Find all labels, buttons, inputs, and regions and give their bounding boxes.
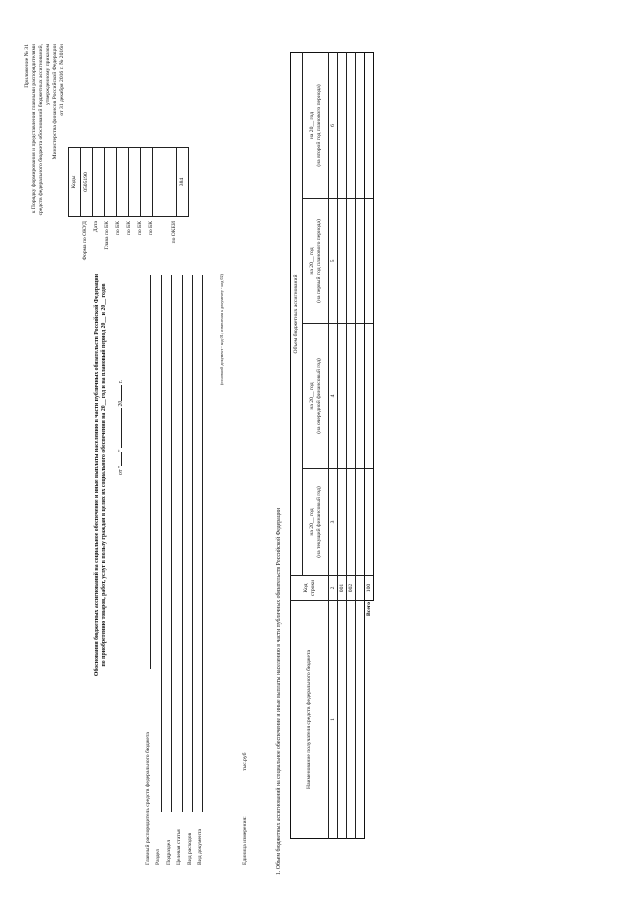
field-vid-rashodov-line[interactable] — [192, 275, 193, 812]
field-admin — [143, 275, 153, 865]
total-value[interactable] — [365, 469, 374, 576]
cell-value[interactable] — [356, 469, 365, 576]
codes-label-date: Дата — [93, 221, 99, 233]
total-value[interactable] — [365, 53, 374, 199]
codes-label-bk: по БК — [126, 221, 132, 236]
col-number: 4 — [329, 324, 338, 469]
field-podrazdel-line[interactable] — [171, 275, 172, 812]
total-label: Всего — [365, 602, 372, 616]
appendix-line: утвержденному приказом — [44, 44, 51, 106]
form-title-line1: Обоснования бюджетных ассигнований на социальное обеспечение и иные выплаты населению в части публичных обязательств Российской Федерации — [94, 273, 100, 677]
field-razdel-line[interactable] — [161, 275, 162, 812]
codes-date-cell[interactable] — [93, 148, 105, 217]
col-number: 6 — [329, 53, 338, 199]
field-cel-statya — [174, 275, 184, 865]
cell-value[interactable] — [356, 324, 365, 469]
group-header: Объем бюджетных ассигнований — [291, 53, 303, 576]
field-vid-doc-line[interactable] — [202, 275, 203, 812]
date-mid: " — [118, 449, 124, 452]
appendix-number: Приложение № 31 — [24, 44, 30, 88]
col5-desc: (на первый год планового периода) — [315, 219, 322, 303]
codes-label-glava: Глава по БК — [104, 221, 110, 250]
total-value[interactable] — [365, 324, 374, 469]
appendix-line: от 31 декабря 2016 г. № 2016н — [58, 44, 65, 116]
col3-desc: (на текущий финансовый год) — [315, 486, 322, 558]
total-code: 100 — [365, 576, 374, 601]
col-number: 1 — [329, 601, 338, 839]
header-fields — [143, 275, 205, 865]
col6-year: на 20__ год — [308, 111, 315, 140]
col-name-header: Наименование получателя средств федерального бюджета — [291, 601, 329, 839]
cell-code — [356, 576, 365, 601]
table-row — [356, 53, 365, 839]
field-admin-label: Главный распорядитель средств федерального бюджета — [145, 732, 151, 865]
cell-value[interactable] — [356, 53, 365, 199]
cell-value[interactable] — [347, 324, 356, 469]
unit-value: тыс.руб — [242, 752, 248, 771]
appendix-line: к Порядку формирования и представления главными распорядителями — [30, 44, 37, 214]
col-number: 3 — [329, 469, 338, 576]
field-podrazdel — [164, 275, 174, 865]
table-row — [338, 53, 347, 839]
codes-label-okei: по ОКЕИ — [171, 221, 177, 244]
col4-desc: (на очередной финансовый год) — [315, 358, 322, 434]
codes-bk-cell[interactable] — [117, 148, 129, 217]
cell-name[interactable] — [347, 601, 356, 839]
form-title-line2: по приобретению товаров, работ, услуг в пользу граждан в целях их социального обеспечения на 20__ год и на плановый период 20__ и 20__ годов — [101, 283, 108, 667]
cell-value[interactable] — [347, 53, 356, 199]
codes-table — [68, 147, 189, 217]
col5-year: на 20__ год — [308, 247, 315, 275]
section1-title: 1. Объем бюджетных ассигнований на социальное обеспечение и иные выплаты населению в части публичных обязательств Российской Федерации — [276, 507, 282, 875]
codes-glava-cell[interactable] — [105, 148, 117, 217]
col4-year: на 20__ год — [308, 382, 315, 410]
codes-bk-cell[interactable] — [129, 148, 141, 217]
col-number: 2 — [329, 576, 338, 601]
cell-value[interactable] — [338, 199, 347, 324]
field-cel-statya-line[interactable] — [182, 275, 183, 812]
codes-label-bk: по БК — [115, 221, 121, 236]
codes-label-bk: по БК — [137, 221, 143, 236]
cell-value[interactable] — [347, 199, 356, 324]
field-razdel-label: Раздел — [155, 849, 162, 865]
cell-value[interactable] — [338, 324, 347, 469]
date-prefix: от " — [118, 465, 124, 475]
cell-code: 002 — [347, 576, 356, 601]
cell-value[interactable] — [347, 469, 356, 576]
cell-name[interactable] — [356, 601, 365, 839]
appendix-line: Министерства финансов Российской Федерации — [51, 44, 58, 160]
codes-header: Коды — [69, 148, 81, 217]
codes-bk-cell[interactable] — [141, 148, 153, 217]
form-date-line — [118, 380, 125, 475]
section1-table — [290, 52, 374, 839]
field-razdel — [153, 275, 163, 865]
table-row — [347, 53, 356, 839]
field-vid-doc-note: (основной документ - код 01; изменения к документу - код 02) — [219, 274, 224, 385]
cell-value[interactable] — [356, 199, 365, 324]
cell-name[interactable] — [338, 601, 347, 839]
cell-value[interactable] — [338, 469, 347, 576]
col5-header — [303, 199, 329, 324]
col4-header — [303, 324, 329, 469]
date-year: 20 — [118, 400, 124, 407]
total-row — [365, 53, 374, 839]
codes-okei-code: 384 — [177, 148, 189, 217]
col3-year: на 20__ год — [308, 508, 315, 536]
unit-label: Единица измерения: — [242, 816, 248, 865]
unit-row — [242, 709, 249, 865]
field-vid-doc — [195, 275, 205, 865]
appendix-reference — [24, 44, 66, 404]
field-vid-doc-label: Вид документа — [196, 829, 203, 865]
field-podrazdel-label: Подраздел — [165, 839, 172, 865]
date-suffix: г. — [118, 380, 124, 384]
col6-desc: (на второй год планового периода) — [315, 84, 322, 167]
col3-header — [303, 469, 329, 576]
codes-bk-cell[interactable] — [153, 148, 177, 217]
total-value[interactable] — [365, 199, 374, 324]
field-vid-rashodov-label: Вид расходов — [186, 832, 193, 865]
cell-value[interactable] — [338, 53, 347, 199]
codes-label-form: Форма по ОКУД — [82, 221, 88, 261]
col-number: 5 — [329, 199, 338, 324]
field-admin-line[interactable] — [150, 275, 151, 669]
field-vid-rashodov — [185, 275, 195, 865]
codes-label-bk: по БК — [148, 221, 154, 236]
field-cel-statya-label: Целевая статья — [176, 829, 183, 865]
col-code-header: Код строки — [291, 576, 329, 601]
codes-form-code: 0505190 — [81, 148, 93, 217]
col6-header — [303, 53, 329, 199]
cell-code: 001 — [338, 576, 347, 601]
appendix-line: средств федерального бюджета обоснований бюджетных ассигнований, — [37, 44, 44, 216]
